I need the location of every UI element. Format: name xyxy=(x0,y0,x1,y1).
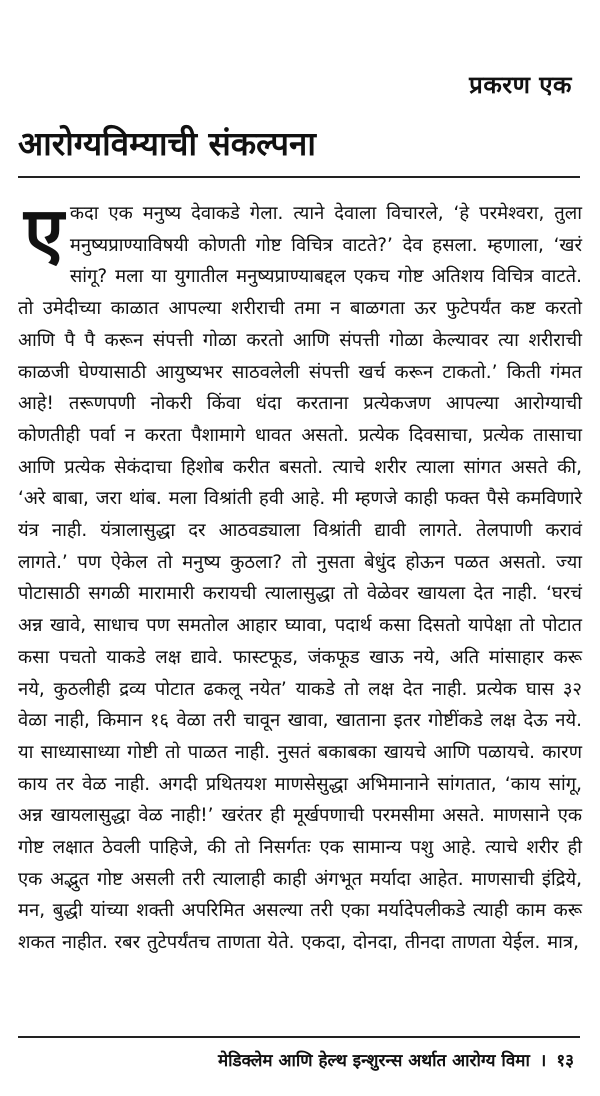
chapter-label: प्रकरण एक xyxy=(469,71,572,99)
running-title: मेडिक्लेम आणि हेल्थ इन्शुरन्स अर्थात आरोग्य विमा xyxy=(217,1051,530,1071)
bottom-divider xyxy=(18,1036,580,1038)
body-paragraph xyxy=(18,191,582,959)
page-number: १३ xyxy=(556,1051,574,1071)
dropcap-letter: ए xyxy=(24,191,64,275)
page-footer xyxy=(218,1048,574,1071)
top-divider xyxy=(18,176,580,178)
chapter-title: आरोग्यविम्याची संकल्पना xyxy=(18,124,316,163)
footer-separator: । xyxy=(539,1051,547,1071)
paragraph-text: कदा एक मनुष्य देवाकडे गेला. त्याने देवाला विचारले, ‘हे परमेश्वरा, तुला मनुष्यप्राण्याविषयी कोणती गोष्ट विचित्र वाटते?’ देव हसला. म्हणाला, ‘खरं सांगू? मला या युगातील मनुष्यप्राण्याबद्दल एकच गोष्ट अतिशय विचित्र वाटते. तो उमेदीच्या काळात आपल्या शरीराची तमा न बाळगता ऊर फुटेपर्यंत कष्ट करतो आणि पै पै करून संपत्ती गोळा करतो आणि संपत्ती गोळा केल्यावर त्या शरीराची काळजी घेण्यासाठी आयुष्यभर साठवलेली संपत्ती खर्च करून टाकतो.’ किती गंमत आहे! तरूणपणी नोकरी किंवा धंदा करताना प्रत्येकजण आपल्या आरोग्याची कोणतीही पर्वा न करता पैशामागे धावत असतो. प्रत्येक दिवसाचा, प्रत्येक तासाचा आणि प्रत्येक सेकंदाचा हिशोब करीत बसतो. त्याचे शरीर त्याला सांगत असते की, ‘अरे बाबा, जरा थांब. मला विश्रांती हवी आहे. मी म्हणजे काही फक्त पैसे कमविणारे यंत्र नाही. यंत्रालासुद्धा दर आठवड्याला विश्रांती द्यावी लागते. तेलपाणी करावं लागते.’ पण ऐकेल तो मनुष्य कुठला? तो नुसता बेधुंद होऊन पळत असतो. ज्या पोटासाठी सगळी मारामारी करायची त्यालासुद्धा तो वेळेवर खायला देत नाही. ‘घरचं अन्न खावे, साधाच पण समतोल आहार घ्यावा, पदार्थ कसा दिसतो यापेक्षा तो पोटात कसा पचतो याकडे लक्ष द्यावे. फास्टफूड, जंकफूड खाऊ नये, अति मांसाहार करू नये, कुठलीही द्रव्य पोटात ढकलू नयेत’ याकडे तो लक्ष देत नाही. प्रत्येक घास ३२ वेळा नाही, किमान १६ वेळा तरी चावून खावा, खाताना इतर गोष्टींकडे लक्ष देऊ नये. या साध्यासाध्या गोष्टी तो पाळत नाही. नुसतं बकाबका खायचे आणि पळायचे. कारण काय तर वेळ नाही. अगदी प्रथितयश माणसेसुद्धा अभिमानाने सांगतात, ‘काय सांगू, अन्न खायलासुद्धा वेळ नाही!’ खरंतर ही मूर्खपणाची परमसीमा असते. माणसाने एक गोष्ट लक्षात ठेवली पाहिजे, की तो निसर्गतः एक सामान्य पशु आहे. त्याचे शरीर ही एक अद्भुत गोष्ट असली तरी त्यालाही काही अंगभूत मर्यादा आहेत. माणसाची इंद्रिये, मन, बुद्धी यांच्या शक्ती अपरिमित असल्या तरी एका मर्यादेपलीकडे त्याही काम करू शकत नाहीत. रबर तुटेपर्यंतच ताणता येते. एकदा, दोनदा, तीनदा ताणता येईल. मात्र, xyxy=(18,203,582,954)
